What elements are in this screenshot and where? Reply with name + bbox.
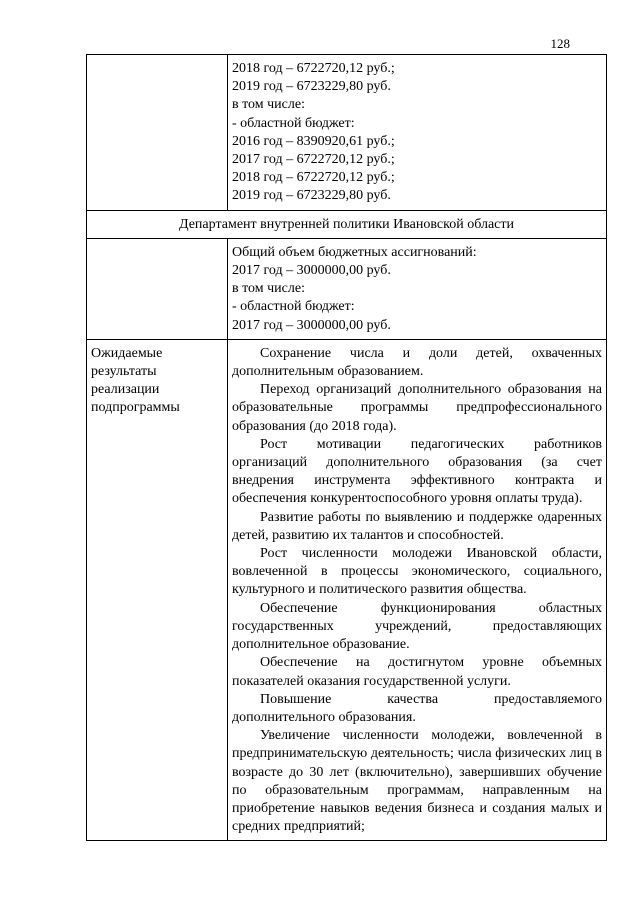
result-paragraph: Переход организаций дополнительного образования на образовательные программы предпрофессионального образования (до 2018 года).	[232, 382, 602, 434]
result-paragraph: Сохранение числа и доли детей, охваченных дополнительным образованием.	[232, 345, 602, 380]
result-paragraph: Повышение качества предоставляемого дополнительного образования.	[232, 691, 602, 725]
funding-line: 2017 год – 6722720,12 руб.;	[232, 152, 395, 168]
table-row	[87, 238, 607, 339]
row1-left-cell	[87, 55, 228, 211]
expected-results-label	[87, 339, 228, 840]
label-line: Ожидаемые	[91, 345, 163, 361]
funding-line: - областной бюджет:	[232, 299, 355, 315]
funding-line: 2017 год – 3000000,00 руб.	[232, 317, 391, 333]
result-paragraph: Увеличение численности молодежи, вовлеченной в предпринимательскую деятельность; числа физических лиц в возрасте до 30 лет (включительно), завершивших обучение по образовательным программам, направленным на приобретение навыков ведения бизнеса и создания малых и средних предприятий;	[232, 728, 602, 835]
result-paragraph: Рост мотивации педагогических работников организаций дополнительного образования (за счет внедрения инструмента эффективного контракта и обеспечения конкурентоспособного уровня оплаты труда).	[232, 436, 602, 507]
table-row	[87, 210, 607, 238]
result-paragraph: Рост численности молодежи Ивановской области, вовлеченной в процессы экономического, социального, культурного и политического развития общества.	[232, 546, 602, 598]
funding-line: 2019 год – 6723229,80 руб.	[232, 79, 391, 95]
label-line: реализации	[91, 382, 160, 398]
result-paragraph: Развитие работы по выявлению и поддержке одаренных детей, развитию их талантов и способностей.	[232, 509, 602, 543]
funding-line: 2016 год – 8390920,61 руб.;	[232, 133, 395, 149]
funding-line: 2019 год – 6723229,80 руб.	[232, 188, 391, 204]
page-number: 128	[550, 36, 570, 51]
row1-funding-cell	[228, 55, 607, 211]
funding-line: 2018 год – 6722720,12 руб.;	[232, 61, 395, 76]
label-line: подпрограммы	[91, 400, 180, 416]
funding-line: 2017 год – 3000000,00 руб.	[232, 263, 391, 279]
funding-line: в том числе:	[232, 281, 305, 297]
funding-line: - областной бюджет:	[232, 115, 355, 131]
result-paragraph: Обеспечение функционирования областных государственных учреждений, предоставляющих дополнительное образование.	[232, 600, 602, 653]
expected-results-text	[228, 339, 607, 840]
department-heading: Департамент внутренней политики Ивановской области	[87, 210, 607, 238]
subprogram-table	[86, 54, 607, 841]
label-line: результаты	[91, 364, 157, 380]
funding-line: в том числе:	[232, 97, 305, 113]
result-paragraph: Обеспечение на достигнутом уровне объемных показателей оказания государственной услуги.	[232, 655, 602, 689]
row2-left-cell	[87, 238, 228, 339]
funding-line: 2018 год – 6722720,12 руб.;	[232, 170, 395, 186]
funding-line: Общий объем бюджетных ассигнований:	[232, 244, 477, 260]
table-row	[87, 339, 607, 840]
table-row	[87, 55, 607, 211]
row2-funding-cell	[228, 238, 607, 339]
